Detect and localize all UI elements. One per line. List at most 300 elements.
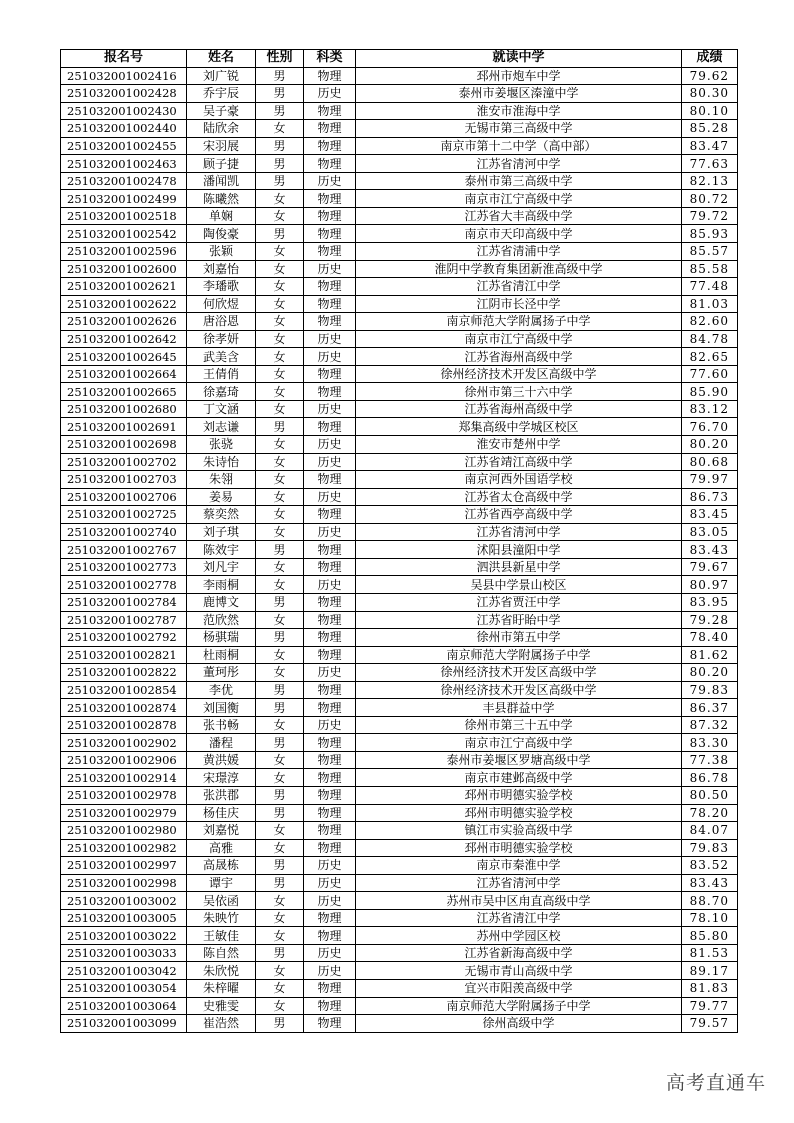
table-row [61, 243, 738, 261]
table-row [61, 664, 738, 682]
cell-subject-track: 物理 [304, 383, 356, 401]
cell-gender: 男 [256, 137, 304, 155]
table-row [61, 611, 738, 629]
cell-name: 徐嘉琦 [187, 383, 256, 401]
cell-registration-number: 251032001002706 [61, 488, 187, 506]
cell-school: 徐州高级中学 [356, 1015, 682, 1033]
table-row [61, 260, 738, 278]
cell-registration-number: 251032001002874 [61, 699, 187, 717]
cell-score: 83.12 [682, 400, 738, 418]
cell-subject-track: 历史 [304, 436, 356, 454]
table-row [61, 225, 738, 243]
cell-subject-track: 物理 [304, 190, 356, 208]
cell-registration-number: 251032001002691 [61, 418, 187, 436]
cell-name: 陈自然 [187, 944, 256, 962]
cell-name: 徐孝妍 [187, 330, 256, 348]
cell-name: 宋璟淳 [187, 769, 256, 787]
cell-gender: 女 [256, 453, 304, 471]
cell-gender: 女 [256, 400, 304, 418]
cell-subject-track: 物理 [304, 155, 356, 173]
cell-subject-track: 物理 [304, 418, 356, 436]
cell-name: 鹿博文 [187, 593, 256, 611]
cell-registration-number: 251032001002600 [61, 260, 187, 278]
cell-registration-number: 251032001002979 [61, 804, 187, 822]
cell-score: 76.70 [682, 418, 738, 436]
table-row [61, 488, 738, 506]
cell-registration-number: 251032001002645 [61, 348, 187, 366]
cell-name: 杜雨桐 [187, 646, 256, 664]
cell-gender: 男 [256, 225, 304, 243]
cell-score: 82.13 [682, 172, 738, 190]
cell-name: 姜易 [187, 488, 256, 506]
cell-name: 朱诗怡 [187, 453, 256, 471]
cell-school: 江苏省清河中学 [356, 523, 682, 541]
cell-school: 徐州市第三十五中学 [356, 716, 682, 734]
cell-name: 朱翎 [187, 471, 256, 489]
cell-subject-track: 历史 [304, 488, 356, 506]
cell-school: 江苏省新海高级中学 [356, 944, 682, 962]
cell-registration-number: 251032001002778 [61, 576, 187, 594]
cell-score: 83.45 [682, 506, 738, 524]
table-row [61, 330, 738, 348]
cell-gender: 男 [256, 944, 304, 962]
table-row [61, 857, 738, 875]
cell-school: 江苏省贾汪中学 [356, 593, 682, 611]
cell-name: 张洪郡 [187, 786, 256, 804]
cell-registration-number: 251032001002478 [61, 172, 187, 190]
table-row [61, 348, 738, 366]
cell-registration-number: 251032001002997 [61, 857, 187, 875]
cell-subject-track: 历史 [304, 172, 356, 190]
cell-score: 83.05 [682, 523, 738, 541]
cell-school: 无锡市青山高级中学 [356, 962, 682, 980]
table-row [61, 786, 738, 804]
cell-school: 南京市江宁高级中学 [356, 190, 682, 208]
table-row [61, 453, 738, 471]
cell-gender: 女 [256, 436, 304, 454]
cell-subject-track: 物理 [304, 120, 356, 138]
cell-subject-track: 物理 [304, 997, 356, 1015]
table-row [61, 471, 738, 489]
cell-registration-number: 251032001003002 [61, 892, 187, 910]
cell-subject-track: 历史 [304, 857, 356, 875]
cell-registration-number: 251032001002626 [61, 313, 187, 331]
cell-registration-number: 251032001002430 [61, 102, 187, 120]
cell-name: 李雨桐 [187, 576, 256, 594]
table-row [61, 523, 738, 541]
cell-registration-number: 251032001002416 [61, 67, 187, 85]
table-row [61, 137, 738, 155]
cell-score: 84.07 [682, 822, 738, 840]
cell-score: 77.60 [682, 365, 738, 383]
cell-school: 泗洪县新星中学 [356, 558, 682, 576]
cell-score: 79.28 [682, 611, 738, 629]
cell-school: 南京市江宁高级中学 [356, 734, 682, 752]
cell-subject-track: 物理 [304, 137, 356, 155]
cell-gender: 女 [256, 962, 304, 980]
table-header-row [61, 50, 738, 68]
table-row [61, 190, 738, 208]
cell-name: 陶俊豪 [187, 225, 256, 243]
cell-name: 刘嘉怡 [187, 260, 256, 278]
cell-score: 80.68 [682, 453, 738, 471]
header-gender: 性别 [256, 50, 304, 68]
table-row [61, 418, 738, 436]
table-row [61, 646, 738, 664]
cell-name: 刘志谦 [187, 418, 256, 436]
cell-score: 86.78 [682, 769, 738, 787]
cell-score: 82.60 [682, 313, 738, 331]
cell-gender: 女 [256, 120, 304, 138]
cell-name: 蔡奕然 [187, 506, 256, 524]
cell-subject-track: 物理 [304, 769, 356, 787]
cell-subject-track: 物理 [304, 927, 356, 945]
cell-school: 邳州市明德实验学校 [356, 786, 682, 804]
cell-name: 谭宇 [187, 874, 256, 892]
table-row [61, 804, 738, 822]
cell-name: 刘国衡 [187, 699, 256, 717]
cell-name: 崔浩然 [187, 1015, 256, 1033]
table-row [61, 892, 738, 910]
cell-gender: 男 [256, 804, 304, 822]
table-row [61, 593, 738, 611]
cell-name: 史雅雯 [187, 997, 256, 1015]
cell-school: 徐州经济技术开发区高级中学 [356, 681, 682, 699]
cell-subject-track: 物理 [304, 471, 356, 489]
cell-gender: 男 [256, 734, 304, 752]
cell-gender: 女 [256, 716, 304, 734]
cell-gender: 女 [256, 348, 304, 366]
cell-name: 何欣煜 [187, 295, 256, 313]
cell-score: 86.37 [682, 699, 738, 717]
cell-gender: 男 [256, 541, 304, 559]
cell-score: 87.32 [682, 716, 738, 734]
cell-score: 85.93 [682, 225, 738, 243]
cell-school: 吴县中学景山校区 [356, 576, 682, 594]
cell-subject-track: 物理 [304, 681, 356, 699]
cell-registration-number: 251032001003005 [61, 909, 187, 927]
cell-name: 陆欣余 [187, 120, 256, 138]
table-row [61, 716, 738, 734]
cell-registration-number: 251032001002440 [61, 120, 187, 138]
cell-registration-number: 251032001002725 [61, 506, 187, 524]
cell-subject-track: 历史 [304, 944, 356, 962]
cell-registration-number: 251032001003054 [61, 979, 187, 997]
cell-school: 南京市秦淮中学 [356, 857, 682, 875]
cell-school: 江苏省靖江高级中学 [356, 453, 682, 471]
cell-score: 81.62 [682, 646, 738, 664]
table-row [61, 278, 738, 296]
cell-score: 79.77 [682, 997, 738, 1015]
cell-registration-number: 251032001003042 [61, 962, 187, 980]
cell-score: 89.17 [682, 962, 738, 980]
cell-score: 83.95 [682, 593, 738, 611]
cell-name: 刘子琪 [187, 523, 256, 541]
cell-score: 86.73 [682, 488, 738, 506]
cell-registration-number: 251032001003064 [61, 997, 187, 1015]
cell-gender: 女 [256, 207, 304, 225]
cell-school: 泰州市第三高级中学 [356, 172, 682, 190]
cell-subject-track: 物理 [304, 804, 356, 822]
cell-score: 88.70 [682, 892, 738, 910]
cell-gender: 女 [256, 892, 304, 910]
table-row [61, 365, 738, 383]
cell-score: 79.67 [682, 558, 738, 576]
table-row [61, 313, 738, 331]
cell-gender: 男 [256, 629, 304, 647]
table-row [61, 874, 738, 892]
admission-score-table [60, 49, 738, 1033]
cell-registration-number: 251032001002854 [61, 681, 187, 699]
cell-name: 朱映竹 [187, 909, 256, 927]
cell-registration-number: 251032001002740 [61, 523, 187, 541]
cell-registration-number: 251032001002463 [61, 155, 187, 173]
cell-score: 84.78 [682, 330, 738, 348]
cell-name: 潘闻凯 [187, 172, 256, 190]
cell-subject-track: 物理 [304, 979, 356, 997]
table-row [61, 541, 738, 559]
cell-subject-track: 历史 [304, 874, 356, 892]
cell-subject-track: 物理 [304, 278, 356, 296]
cell-score: 85.90 [682, 383, 738, 401]
cell-subject-track: 历史 [304, 330, 356, 348]
cell-school: 南京师范大学附属扬子中学 [356, 646, 682, 664]
cell-gender: 男 [256, 67, 304, 85]
cell-score: 80.20 [682, 436, 738, 454]
cell-subject-track: 物理 [304, 558, 356, 576]
header-school: 就读中学 [356, 50, 682, 68]
cell-score: 85.57 [682, 243, 738, 261]
cell-score: 83.52 [682, 857, 738, 875]
cell-school: 江苏省清江中学 [356, 278, 682, 296]
table-row [61, 207, 738, 225]
watermark-logo-text: 高考直通车 [665, 1072, 766, 1094]
table-row [61, 909, 738, 927]
cell-score: 79.83 [682, 681, 738, 699]
cell-score: 80.97 [682, 576, 738, 594]
cell-name: 张骁 [187, 436, 256, 454]
cell-registration-number: 251032001003099 [61, 1015, 187, 1033]
cell-gender: 女 [256, 909, 304, 927]
cell-gender: 女 [256, 751, 304, 769]
cell-school: 南京市天印高级中学 [356, 225, 682, 243]
cell-name: 杨骐瑞 [187, 629, 256, 647]
cell-registration-number: 251032001002596 [61, 243, 187, 261]
cell-subject-track: 历史 [304, 962, 356, 980]
cell-name: 刘嘉悦 [187, 822, 256, 840]
cell-registration-number: 251032001002902 [61, 734, 187, 752]
cell-gender: 女 [256, 664, 304, 682]
cell-score: 78.20 [682, 804, 738, 822]
cell-score: 80.20 [682, 664, 738, 682]
cell-school: 徐州经济技术开发区高级中学 [356, 664, 682, 682]
cell-school: 江阴市长泾中学 [356, 295, 682, 313]
table-row [61, 172, 738, 190]
cell-name: 丁文涵 [187, 400, 256, 418]
cell-subject-track: 历史 [304, 716, 356, 734]
cell-name: 杨佳庆 [187, 804, 256, 822]
cell-gender: 男 [256, 786, 304, 804]
table-row [61, 436, 738, 454]
cell-school: 徐州经济技术开发区高级中学 [356, 365, 682, 383]
cell-subject-track: 物理 [304, 295, 356, 313]
cell-name: 高雅 [187, 839, 256, 857]
cell-subject-track: 物理 [304, 751, 356, 769]
cell-school: 无锡市第三高级中学 [356, 120, 682, 138]
cell-subject-track: 物理 [304, 839, 356, 857]
cell-name: 朱梓曜 [187, 979, 256, 997]
cell-gender: 男 [256, 699, 304, 717]
cell-score: 78.10 [682, 909, 738, 927]
cell-gender: 女 [256, 576, 304, 594]
header-subject-track: 科类 [304, 50, 356, 68]
cell-subject-track: 物理 [304, 786, 356, 804]
cell-subject-track: 历史 [304, 85, 356, 103]
cell-subject-track: 历史 [304, 892, 356, 910]
cell-gender: 女 [256, 822, 304, 840]
table-row [61, 576, 738, 594]
cell-gender: 女 [256, 839, 304, 857]
cell-school: 淮阴中学教育集团新淮高级中学 [356, 260, 682, 278]
cell-subject-track: 历史 [304, 260, 356, 278]
cell-school: 苏州中学园区校 [356, 927, 682, 945]
cell-subject-track: 历史 [304, 664, 356, 682]
cell-name: 高晟栋 [187, 857, 256, 875]
cell-name: 范欣然 [187, 611, 256, 629]
cell-registration-number: 251032001002621 [61, 278, 187, 296]
table-row [61, 629, 738, 647]
cell-name: 刘凡宇 [187, 558, 256, 576]
table-row [61, 769, 738, 787]
cell-name: 吴依函 [187, 892, 256, 910]
cell-school: 江苏省清浦中学 [356, 243, 682, 261]
cell-school: 江苏省海州高级中学 [356, 348, 682, 366]
cell-registration-number: 251032001002542 [61, 225, 187, 243]
cell-gender: 女 [256, 523, 304, 541]
cell-subject-track: 历史 [304, 348, 356, 366]
cell-score: 80.50 [682, 786, 738, 804]
cell-subject-track: 历史 [304, 523, 356, 541]
cell-registration-number: 251032001002982 [61, 839, 187, 857]
cell-school: 南京师范大学附属扬子中学 [356, 313, 682, 331]
cell-gender: 女 [256, 927, 304, 945]
cell-subject-track: 物理 [304, 102, 356, 120]
cell-registration-number: 251032001002455 [61, 137, 187, 155]
table-row [61, 979, 738, 997]
cell-registration-number: 251032001002878 [61, 716, 187, 734]
cell-registration-number: 251032001002642 [61, 330, 187, 348]
cell-gender: 女 [256, 278, 304, 296]
cell-gender: 男 [256, 681, 304, 699]
cell-subject-track: 物理 [304, 541, 356, 559]
cell-name: 王敏佳 [187, 927, 256, 945]
cell-score: 80.30 [682, 85, 738, 103]
header-name: 姓名 [187, 50, 256, 68]
cell-score: 80.10 [682, 102, 738, 120]
cell-name: 陈效宇 [187, 541, 256, 559]
cell-school: 南京市江宁高级中学 [356, 330, 682, 348]
table-row [61, 944, 738, 962]
table-row [61, 927, 738, 945]
cell-registration-number: 251032001002978 [61, 786, 187, 804]
cell-gender: 女 [256, 997, 304, 1015]
cell-school: 江苏省盱眙中学 [356, 611, 682, 629]
cell-registration-number: 251032001002906 [61, 751, 187, 769]
cell-score: 83.43 [682, 874, 738, 892]
cell-subject-track: 物理 [304, 506, 356, 524]
cell-school: 淮安市淮海中学 [356, 102, 682, 120]
cell-gender: 女 [256, 190, 304, 208]
cell-subject-track: 物理 [304, 699, 356, 717]
cell-school: 丰县群益中学 [356, 699, 682, 717]
cell-score: 79.97 [682, 471, 738, 489]
cell-registration-number: 251032001002767 [61, 541, 187, 559]
cell-school: 徐州市第三十六中学 [356, 383, 682, 401]
cell-score: 81.03 [682, 295, 738, 313]
cell-registration-number: 251032001003033 [61, 944, 187, 962]
cell-registration-number: 251032001002680 [61, 400, 187, 418]
cell-school: 南京师范大学附属扬子中学 [356, 997, 682, 1015]
cell-gender: 女 [256, 506, 304, 524]
cell-score: 77.63 [682, 155, 738, 173]
cell-name: 武美含 [187, 348, 256, 366]
table-row [61, 295, 738, 313]
table-row [61, 751, 738, 769]
cell-gender: 女 [256, 611, 304, 629]
cell-name: 张颖 [187, 243, 256, 261]
cell-subject-track: 物理 [304, 1015, 356, 1033]
cell-school: 泰州市姜堰区罗塘高级中学 [356, 751, 682, 769]
cell-registration-number: 251032001002665 [61, 383, 187, 401]
cell-school: 南京市建邺高级中学 [356, 769, 682, 787]
table-row [61, 822, 738, 840]
cell-score: 81.83 [682, 979, 738, 997]
cell-gender: 男 [256, 85, 304, 103]
cell-registration-number: 251032001002792 [61, 629, 187, 647]
header-score: 成绩 [682, 50, 738, 68]
table-row [61, 962, 738, 980]
cell-name: 李优 [187, 681, 256, 699]
cell-registration-number: 251032001002499 [61, 190, 187, 208]
table-row [61, 400, 738, 418]
cell-name: 顾子捷 [187, 155, 256, 173]
table-body [61, 67, 738, 1032]
cell-registration-number: 251032001002698 [61, 436, 187, 454]
cell-name: 刘广锐 [187, 67, 256, 85]
cell-name: 宋羽展 [187, 137, 256, 155]
cell-registration-number: 251032001002998 [61, 874, 187, 892]
cell-subject-track: 历史 [304, 453, 356, 471]
table-row [61, 383, 738, 401]
cell-gender: 女 [256, 260, 304, 278]
cell-subject-track: 物理 [304, 629, 356, 647]
cell-score: 85.58 [682, 260, 738, 278]
cell-school: 江苏省大丰高级中学 [356, 207, 682, 225]
cell-name: 单娴 [187, 207, 256, 225]
cell-registration-number: 251032001002787 [61, 611, 187, 629]
cell-subject-track: 历史 [304, 400, 356, 418]
cell-school: 南京市第十二中学（高中部） [356, 137, 682, 155]
cell-subject-track: 物理 [304, 207, 356, 225]
cell-subject-track: 物理 [304, 734, 356, 752]
cell-name: 朱欣悦 [187, 962, 256, 980]
cell-gender: 男 [256, 1015, 304, 1033]
cell-score: 77.38 [682, 751, 738, 769]
cell-gender: 女 [256, 558, 304, 576]
cell-score: 82.65 [682, 348, 738, 366]
cell-subject-track: 物理 [304, 365, 356, 383]
cell-name: 黄洪媛 [187, 751, 256, 769]
